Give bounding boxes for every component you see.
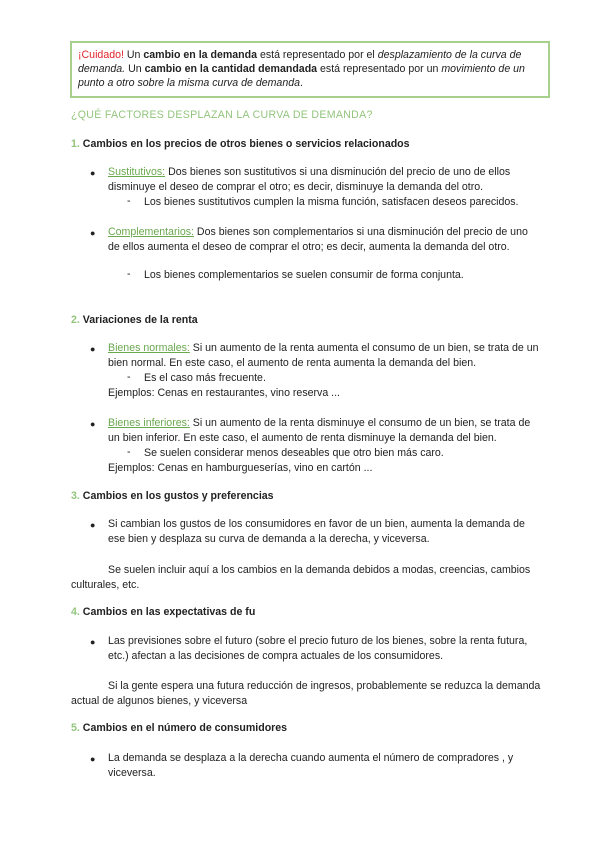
list-item-expectations: Las previsiones sobre el futuro (sobre el precio futuro de los bienes, sobre la renta futura, etc.) afectan a las decisiones de compra actuales de los consumidores. bbox=[108, 635, 528, 662]
dash-icon: - bbox=[127, 446, 131, 458]
list-item-inferior-goods bbox=[108, 416, 540, 446]
section-title: Variaciones de la renta bbox=[82, 314, 198, 326]
callout-italic-movement: movimiento de un punto a otro sobre la misma curva de demanda bbox=[78, 63, 525, 89]
section-1-heading bbox=[71, 138, 410, 150]
item-text: Dos bienes son sustitutivos si una disminución del precio de uno de ellos disminuye el deseo de comprar el otro; es decir, disminuye la demanda del otro. bbox=[108, 166, 511, 193]
callout-text: . bbox=[300, 77, 303, 89]
bullet-icon: ● bbox=[90, 419, 96, 429]
term-inferior-goods[interactable]: Bienes inferiores: bbox=[108, 417, 190, 429]
dash-icon: - bbox=[127, 268, 131, 280]
example-normal-goods: Ejemplos: Cenas en restaurantes, vino reserva ... bbox=[108, 387, 340, 399]
callout-text: Un bbox=[125, 63, 145, 75]
section-4-heading bbox=[71, 606, 255, 618]
callout-italic-shift: desplazamiento de la curva de demanda. bbox=[78, 49, 522, 75]
warning-callout bbox=[70, 41, 550, 98]
note-expectations: Si la gente espera una futura reducción de ingresos, probablemente se reduzca la demanda actual de algunos bienes, y viceversa bbox=[71, 680, 541, 707]
section-title: Cambios en el número de consumidores bbox=[82, 722, 288, 734]
note-tastes: Se suelen incluir aquí a los cambios en la demanda debidos a modas, creencias, cambios culturales, etc. bbox=[71, 564, 531, 591]
section-number: 1. bbox=[71, 138, 80, 150]
bullet-icon: ● bbox=[90, 344, 96, 354]
section-title: Cambios en las expectativas de fu bbox=[82, 606, 256, 618]
bullet-icon: ● bbox=[90, 228, 96, 238]
section-number: 2. bbox=[71, 314, 80, 326]
section-title: Cambios en los gustos y preferencias bbox=[82, 490, 274, 502]
term-substitutes[interactable]: Sustitutivos: bbox=[108, 166, 166, 178]
list-item-normal-goods bbox=[108, 341, 548, 371]
section-number: 5. bbox=[71, 722, 80, 734]
warning-label: ¡Cuidado! bbox=[78, 49, 124, 61]
bullet-icon: ● bbox=[90, 754, 96, 764]
section-2-heading bbox=[71, 314, 198, 326]
list-item-tastes: Si cambian los gustos de los consumidores en favor de un bien, aumenta la demanda de ese bien y desplaza su curva de demanda a la derecha, y viceversa. bbox=[108, 518, 525, 545]
sub-item-inferior-goods: Se suelen considerar menos deseables que otro bien más caro. bbox=[144, 447, 444, 459]
section-3-heading bbox=[71, 490, 274, 502]
callout-term-demand-change: cambio en la demanda bbox=[143, 49, 257, 61]
callout-text: Un bbox=[123, 49, 144, 61]
term-normal-goods[interactable]: Bienes normales: bbox=[108, 342, 190, 354]
bullet-icon: ● bbox=[90, 168, 96, 178]
sub-item-complements: Los bienes complementarios se suelen consumir de forma conjunta. bbox=[144, 269, 464, 281]
sub-item-normal-goods: Es el caso más frecuente. bbox=[144, 372, 266, 384]
dash-icon: - bbox=[127, 195, 131, 207]
item-text: Dos bienes son complementarios si una disminución del precio de uno de ellos aumenta el deseo de comprar el otro; es decir, aumenta la demanda del otro. bbox=[108, 226, 528, 253]
term-complements[interactable]: Complementarios: bbox=[108, 226, 194, 238]
example-inferior-goods: Ejemplos: Cenas en hamburgueserías, vino en cartón ... bbox=[108, 462, 373, 474]
item-text: Si un aumento de la renta aumenta el consumo de un bien, se trata de un bien normal. En este caso, el aumento de renta aumenta la demanda del bien. bbox=[108, 342, 539, 369]
callout-text: está representado por un bbox=[317, 63, 442, 75]
section-number: 3. bbox=[71, 490, 80, 502]
item-text: Si un aumento de la renta disminuye el consumo de un bien, se trata de un bien inferior. En este caso, el aumento de renta disminuye la demanda del bien. bbox=[108, 417, 531, 444]
section-5-heading bbox=[71, 722, 287, 734]
bullet-icon: ● bbox=[90, 520, 96, 530]
list-item-complements bbox=[108, 225, 533, 255]
sub-item-substitutes: Los bienes sustitutivos cumplen la misma función, satisfacen deseos parecidos. bbox=[144, 196, 519, 208]
callout-text: está representado por el bbox=[257, 49, 378, 61]
dash-icon: - bbox=[127, 371, 131, 383]
callout-term-quantity-change: cambio en la cantidad demandada bbox=[144, 63, 318, 75]
main-question-heading: ¿QUÉ FACTORES DESPLAZAN LA CURVA DE DEMANDA? bbox=[71, 109, 373, 121]
section-number: 4. bbox=[71, 606, 80, 618]
section-title: Cambios en los precios de otros bienes o servicios relacionados bbox=[82, 138, 410, 150]
list-item-consumers: La demanda se desplaza a la derecha cuando aumenta el número de compradores , y viceversa. bbox=[108, 752, 514, 779]
bullet-icon: ● bbox=[90, 637, 96, 647]
list-item-substitutes bbox=[108, 165, 540, 195]
